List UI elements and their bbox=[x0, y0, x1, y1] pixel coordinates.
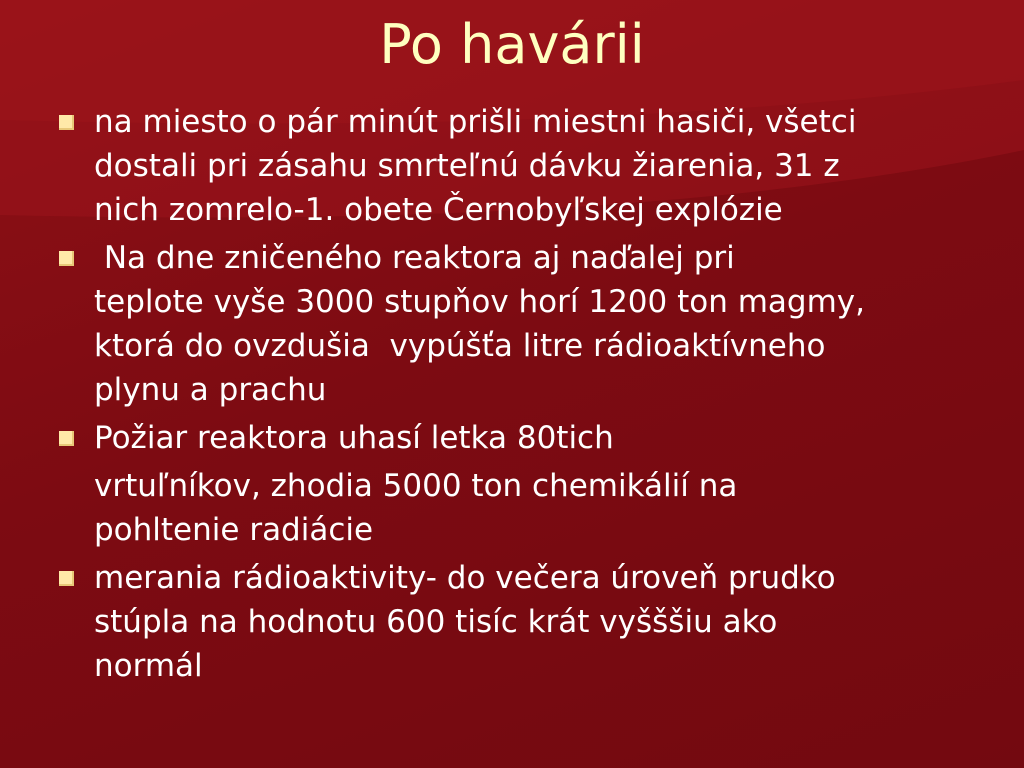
slide-title: Po havárii bbox=[379, 13, 645, 76]
square-bullet-icon bbox=[59, 251, 74, 266]
bullet-line: na miesto o pár minút prišli miestni hasiči, všetci bbox=[94, 104, 857, 140]
bullet-item bbox=[56, 236, 976, 412]
bullet-line: merania rádioaktivity- do večera úroveň prudko bbox=[94, 560, 836, 596]
bullet-item bbox=[56, 416, 976, 552]
bullet-line: Požiar reaktora uhasí letka 80tich bbox=[94, 420, 614, 456]
square-bullet-icon bbox=[59, 431, 74, 446]
bullet-line: plynu a prachu bbox=[94, 372, 327, 408]
bullet-line: normál bbox=[94, 648, 203, 684]
square-bullet-icon bbox=[59, 115, 74, 130]
bullet-line: ktorá do ovzdušia vypúšťa litre rádioaktívneho bbox=[94, 328, 826, 364]
bullet-line: pohltenie radiácie bbox=[94, 512, 374, 548]
square-bullet-icon bbox=[59, 571, 74, 586]
bullet-line: teplote vyše 3000 stupňov horí 1200 ton magmy, bbox=[94, 284, 865, 320]
bullet-line: nich zomrelo-1. obete Černobyľskej explózie bbox=[94, 192, 783, 228]
bullet-item bbox=[56, 556, 976, 688]
bullet-list bbox=[56, 100, 976, 692]
bullet-line: dostali pri zásahu smrteľnú dávku žiarenia, 31 z bbox=[94, 148, 840, 184]
bullet-line: vrtuľníkov, zhodia 5000 ton chemikálií na bbox=[94, 468, 738, 504]
bullet-line: stúpla na hodnotu 600 tisíc krát vyšššiu ako bbox=[94, 604, 778, 640]
bullet-line: Na dne zničeného reaktora aj naďalej pri bbox=[94, 240, 735, 276]
bullet-item bbox=[56, 100, 976, 232]
